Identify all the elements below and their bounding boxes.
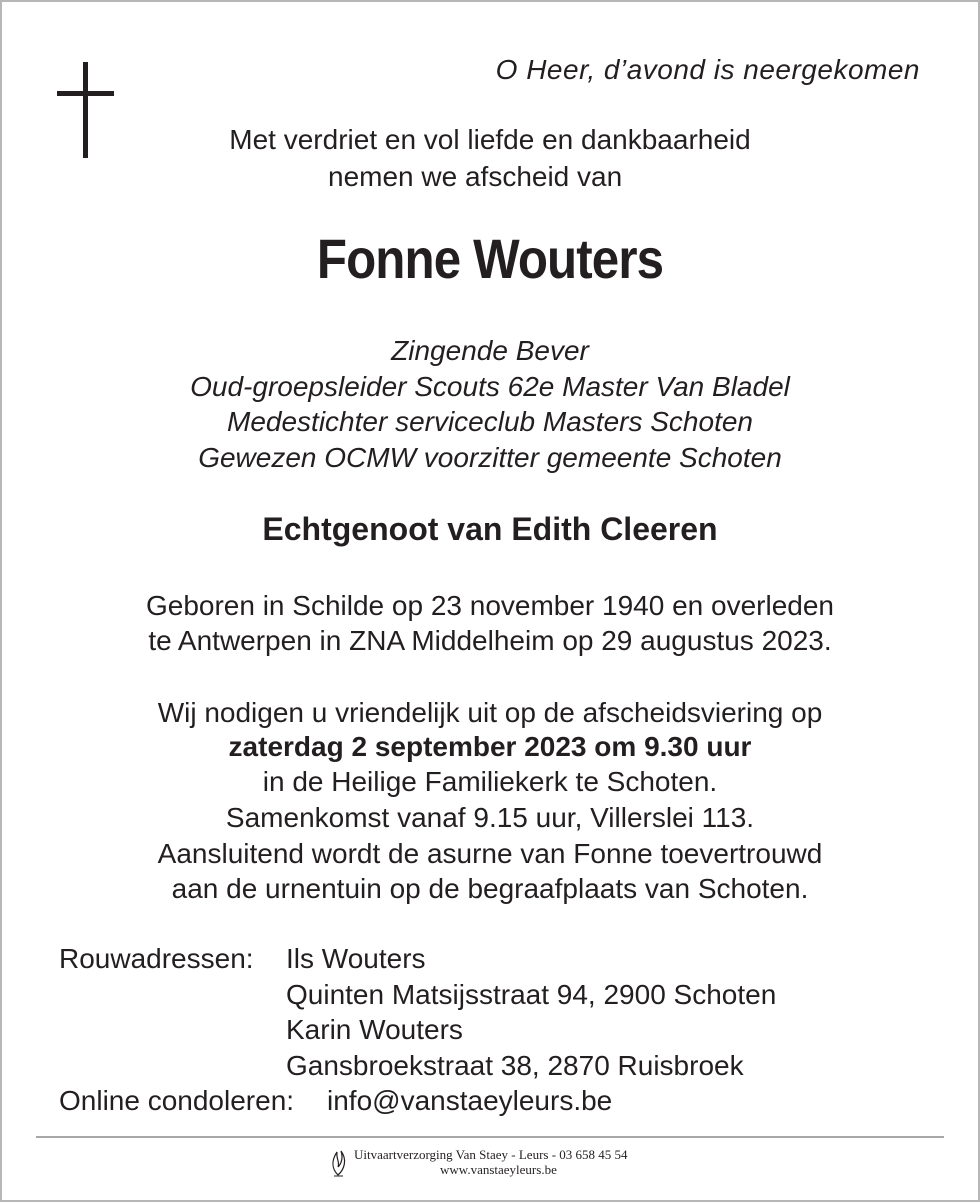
motto: O Heer, d’avond is neergekomen [495,54,920,85]
addresses-label: Rouwadressen: [59,943,254,974]
deceased-name: Fonne Wouters [316,227,664,290]
condolences-email[interactable]: info@vanstaeyleurs.be [327,1085,613,1116]
birth-death-line-2: te Antwerpen in ZNA Middelheim op 29 augustus 2023. [148,625,832,656]
funeral-home-logo-icon [328,1147,348,1177]
intro-line-1: Met verdriet en vol liefde en dankbaarheid [229,124,751,155]
title-line-4: Gewezen OCMW voorzitter gemeente Schoten [198,442,782,473]
title-line-3: Medestichter serviceclub Masters Schoten [227,406,753,437]
invitation-line-1: Wij nodigen u vriendelijk uit op de afscheidsviering op [157,697,823,728]
condolences-label: Online condoleren: [59,1085,295,1116]
title-line-2: Oud-groepsleider Scouts 62e Master Van Bladel [190,371,790,402]
invitation-line-4: Samenkomst vanaf 9.15 uur, Villerslei 113. [225,802,755,833]
invitation-line-3: in de Heilige Familiekerk te Schoten. [262,766,718,797]
footer-website[interactable]: www.vanstaeyleurs.be [440,1162,557,1177]
intro-line-2: nemen we afscheid van [328,161,623,192]
birth-death-line-1: Geboren in Schilde op 23 november 1940 en overleden [145,590,835,621]
title-line-1: Zingende Bever [391,335,589,366]
address-1-street: Quinten Matsijsstraat 94, 2900 Schoten [286,979,777,1010]
invitation-line-5: Aansluitend wordt de asurne van Fonne toevertrouwd [157,838,823,869]
address-2-street: Gansbroekstraat 38, 2870 Ruisbroek [286,1050,744,1081]
spouse-line: Echtgenoot van Edith Cleeren [262,511,718,547]
ceremony-date-time: zaterdag 2 september 2023 om 9.30 uur [228,731,752,762]
footer-divider [36,1136,944,1138]
invitation-line-6: aan de urnentuin op de begraafplaats van Schoten. [171,873,809,904]
address-2-name: Karin Wouters [286,1014,463,1045]
address-1-name: Ils Wouters [286,943,426,974]
footer-company: Uitvaartverzorging Van Staey - Leurs - 03 658 45 54 [354,1147,628,1162]
